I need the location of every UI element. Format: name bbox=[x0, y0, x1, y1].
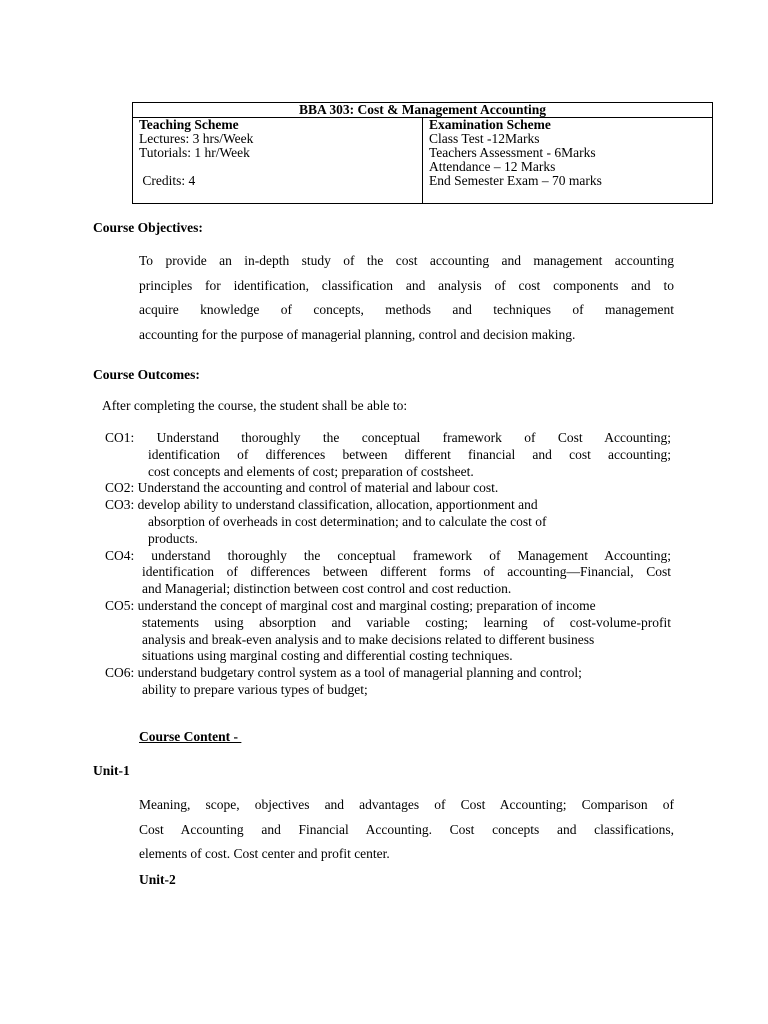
unit-1-line: Cost Accounting and Financial Accounting. Cost concepts and classifications, bbox=[139, 821, 674, 837]
objectives-line: principles for identification, classification and analysis of cost components and to bbox=[139, 277, 674, 293]
teaching-scheme-cell bbox=[133, 118, 423, 204]
tutorials-text: Tutorials: 1 hr/Week bbox=[139, 145, 250, 160]
unit-1-line: elements of cost. Cost center and profit center. bbox=[139, 846, 390, 862]
unit-1-heading: Unit-1 bbox=[93, 763, 130, 778]
outcome-line: products. bbox=[148, 530, 198, 546]
outcome-line: ability to prepare various types of budget; bbox=[142, 681, 368, 697]
outcomes-list bbox=[105, 430, 671, 699]
outcome-line: cost concepts and elements of cost; preparation of costsheet. bbox=[148, 463, 474, 479]
course-title: BBA 303: Cost & Management Accounting bbox=[133, 103, 713, 118]
outcome-line: analysis and break-even analysis and to make decisions related to different business bbox=[142, 631, 595, 647]
credits-text: Credits: 4 bbox=[139, 173, 196, 188]
unit-1-line: Meaning, scope, objectives and advantages of Cost Accounting; Comparison of bbox=[139, 797, 674, 812]
objectives-line: acquire knowledge of concepts, methods and techniques of management bbox=[139, 302, 674, 318]
teaching-scheme-heading: Teaching Scheme bbox=[139, 117, 239, 132]
class-test-text: Class Test -12Marks bbox=[429, 131, 540, 146]
exam-scheme-heading: Examination Scheme bbox=[429, 117, 551, 132]
outcome-line: situations using marginal costing and differential costing techniques. bbox=[142, 648, 513, 664]
outcome-line: statements using absorption and variable costing; learning of cost-volume-profit bbox=[142, 614, 671, 630]
lectures-text: Lectures: 3 hrs/Week bbox=[139, 131, 254, 146]
course-content-heading: Course Content - bbox=[139, 729, 242, 744]
outcome-line: and Managerial; distinction between cost control and cost reduction. bbox=[142, 581, 512, 597]
objectives-line: To provide an in-depth study of the cost accounting and management accounting bbox=[139, 253, 674, 268]
teachers-assessment-text: Teachers Assessment - 6Marks bbox=[429, 145, 596, 160]
outcome-line: CO3: develop ability to understand classification, allocation, apportionment and bbox=[105, 497, 538, 513]
objectives-heading: Course Objectives: bbox=[93, 220, 203, 235]
outcomes-heading: Course Outcomes: bbox=[93, 367, 200, 382]
outcome-line: CO6: understand budgetary control system as a tool of managerial planning and control; bbox=[105, 665, 582, 681]
outcome-line: CO1: Understand thoroughly the conceptual framework of Cost Accounting; bbox=[105, 430, 671, 445]
blank-line bbox=[139, 160, 422, 174]
outcome-line: CO4: understand thoroughly the conceptual framework of Management Accounting; bbox=[105, 547, 671, 563]
end-semester-text: End Semester Exam – 70 marks bbox=[429, 173, 602, 188]
outcomes-intro: After completing the course, the student shall be able to: bbox=[102, 398, 408, 413]
outcome-line: CO2: Understand the accounting and control of material and labour cost. bbox=[105, 480, 499, 496]
outcome-line: identification of differences between different financial and cost accounting; bbox=[148, 446, 671, 462]
unit-2-heading: Unit-2 bbox=[139, 872, 176, 887]
outcome-line: absorption of overheads in cost determination; and to calculate the cost of bbox=[148, 513, 547, 529]
exam-scheme-cell bbox=[423, 118, 713, 204]
outcome-line: CO5: understand the concept of marginal cost and marginal costing; preparation of income bbox=[105, 597, 596, 613]
outcome-line: identification of differences between different forms of accounting—Financial, Cost bbox=[142, 564, 671, 580]
scheme-table bbox=[132, 102, 713, 204]
objectives-paragraph bbox=[139, 249, 674, 347]
attendance-text: Attendance – 12 Marks bbox=[429, 159, 556, 174]
objectives-line: accounting for the purpose of managerial planning, control and decision making. bbox=[139, 326, 576, 342]
unit-1-paragraph bbox=[139, 793, 674, 867]
